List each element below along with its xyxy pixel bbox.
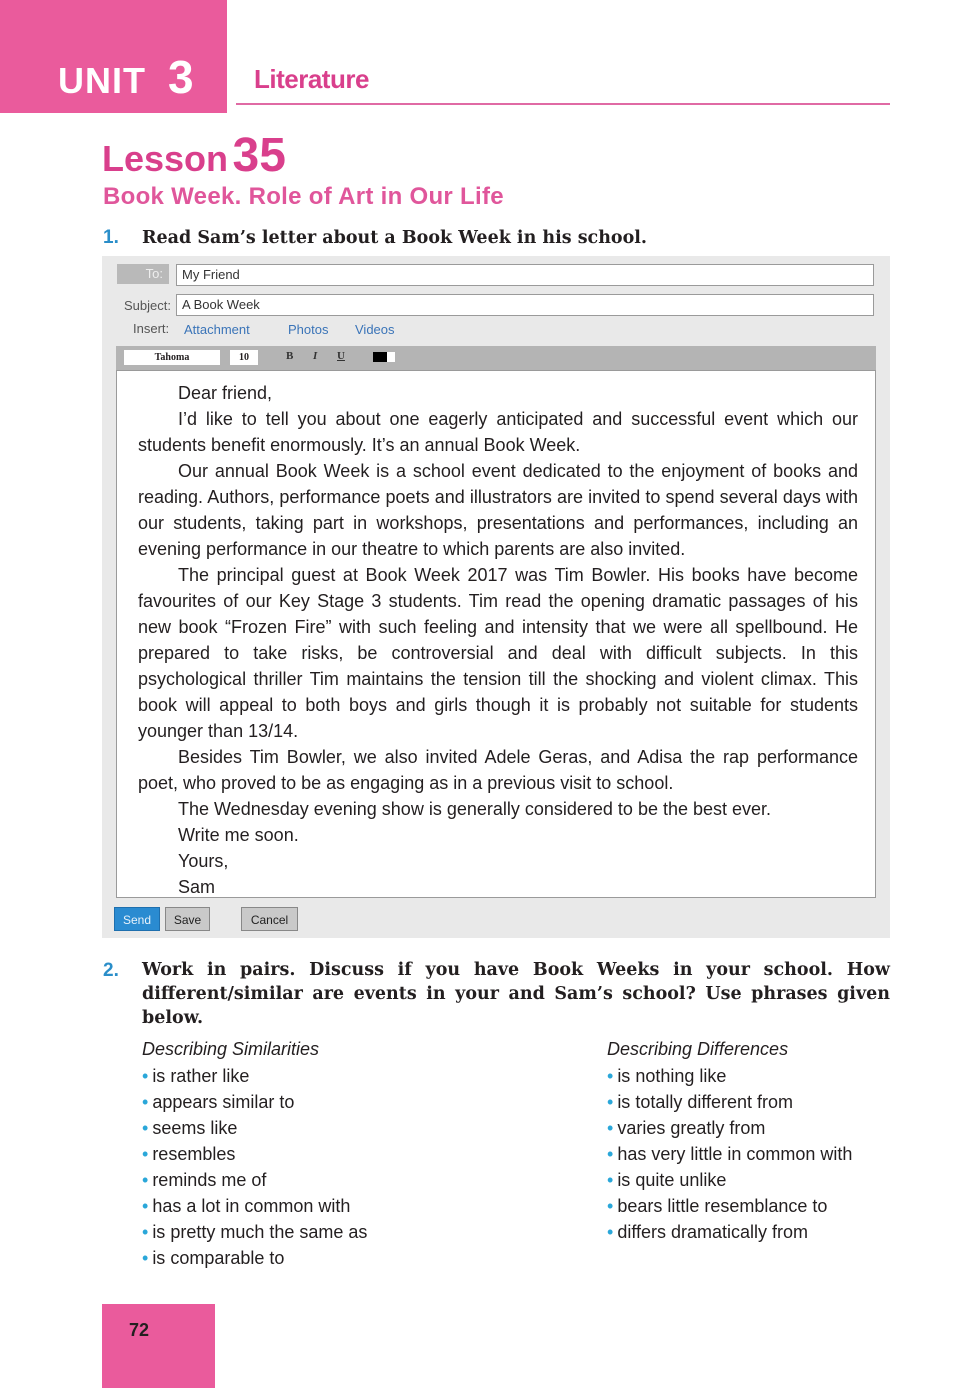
list-item: • is rather like: [142, 1066, 250, 1086]
to-label: To:: [117, 264, 169, 284]
email-window: [102, 256, 890, 938]
font-size-select[interactable]: 10: [230, 350, 258, 365]
exercise-2-instruction-line-3: below.: [142, 1008, 204, 1028]
unit-number: 3: [168, 51, 194, 103]
list-item: • seems like: [142, 1118, 238, 1138]
similarities-heading: Describing Similarities: [142, 1039, 320, 1059]
bullet-icon: •: [607, 1092, 614, 1112]
section-title: Literature: [254, 64, 369, 94]
list-item: • is totally different from: [607, 1092, 794, 1112]
differences-heading: Describing Differences: [607, 1039, 789, 1059]
italic-button[interactable]: I: [313, 350, 318, 362]
page-number: 72: [129, 1320, 150, 1340]
letter-text: [138, 380, 858, 900]
subject-field[interactable]: A Book Week: [176, 294, 874, 316]
list-item: • is comparable to: [142, 1248, 285, 1268]
list-item: • is quite unlike: [607, 1170, 727, 1190]
letter-paragraph: The principal guest at Book Week 2017 was Tim Bowler. His books have become favourites of our Key Stage 3 students. Tim read the opening dramatic passages of his new book “Frozen Fire” with such feeling and intensity that we were all spellbound. He prepared to take risks, be controversial and deal with difficult subjects. In this psychological thriller Tim maintains the tension till the shocking and violent climax. This book will appeal to both boys and girls though it is probably not suitable for students younger than 13/14.: [138, 565, 858, 741]
list-item: • bears little resemblance to: [607, 1196, 828, 1216]
letter-paragraph: Our annual Book Week is a school event dedicated to the enjoyment of books and reading. Authors, performance poets and illustrators are invited to spend several days with our students, taking part in workshops, presentations and performances, including an evening performance in our theatre to which parents are also invited.: [138, 461, 858, 559]
photos-link[interactable]: Photos: [288, 322, 329, 337]
color-dropdown-icon[interactable]: [387, 352, 395, 362]
bullet-icon: •: [142, 1196, 149, 1216]
list-item: • reminds me of: [142, 1170, 267, 1190]
differences-list: [607, 1063, 852, 1245]
bullet-icon: •: [607, 1170, 614, 1190]
save-button[interactable]: Save: [165, 907, 210, 931]
bullet-icon: •: [142, 1092, 149, 1112]
letter-paragraph: The Wednesday evening show is generally considered to be the best ever.: [178, 799, 772, 819]
bullet-icon: •: [607, 1196, 614, 1216]
attachment-link[interactable]: Attachment: [184, 322, 250, 337]
lesson-number: 35: [232, 129, 286, 182]
cancel-button[interactable]: Cancel: [241, 907, 298, 931]
letter-signature: Sam: [178, 877, 216, 897]
list-item: • differs dramatically from: [607, 1222, 809, 1242]
bullet-icon: •: [142, 1222, 149, 1242]
exercise-2-instruction-line-2: different/similar are events in your and Sam’s school? Use phrases given: [142, 984, 890, 1004]
list-item: • varies greatly from: [607, 1118, 766, 1138]
videos-link[interactable]: Videos: [355, 322, 395, 337]
exercise-2-number: 2.: [103, 960, 119, 981]
list-item: • is nothing like: [607, 1066, 727, 1086]
lesson-title: [102, 128, 286, 183]
font-select[interactable]: Tahoma: [124, 350, 220, 365]
bold-button[interactable]: B: [286, 350, 294, 362]
send-button[interactable]: Send: [114, 907, 160, 931]
bullet-icon: •: [142, 1066, 149, 1086]
bullet-icon: •: [607, 1066, 614, 1086]
bullet-icon: •: [607, 1222, 614, 1242]
unit-label: UNIT: [58, 60, 146, 101]
lesson-subtitle: Book Week. Role of Art in Our Life: [103, 183, 504, 210]
message-body[interactable]: [116, 370, 876, 898]
bullet-icon: •: [607, 1118, 614, 1138]
insert-label: Insert:: [133, 321, 170, 336]
exercise-2-instruction-line-1: Work in pairs. Discuss if you have Book Weeks in your school. How: [142, 960, 890, 980]
letter-signoff: Yours,: [178, 851, 229, 871]
similarities-list: [142, 1063, 367, 1271]
list-item: • has a lot in common with: [142, 1196, 351, 1216]
header-divider: [236, 103, 890, 105]
bullet-icon: •: [142, 1118, 149, 1138]
letter-closing: Write me soon.: [178, 825, 299, 845]
letter-paragraph: Besides Tim Bowler, we also invited Adele Geras, and Adisa the rap performance poet, who proved to be as engaging as in a previous visit to school.: [138, 747, 858, 793]
exercise-1-number: 1.: [103, 227, 119, 248]
subject-label: Subject:: [124, 298, 171, 313]
letter-paragraph: I’d like to tell you about one eagerly anticipated and successful event which our students benefit enormously. It’s an annual Book Week.: [138, 409, 858, 455]
page-number-tab: [102, 1304, 215, 1388]
bullet-icon: •: [142, 1248, 149, 1268]
list-item: • appears similar to: [142, 1092, 295, 1112]
list-item: • resembles: [142, 1144, 236, 1164]
list-item: • is pretty much the same as: [142, 1222, 368, 1242]
list-item: • has very little in common with: [607, 1144, 853, 1164]
format-toolbar: [116, 346, 876, 370]
to-field[interactable]: My Friend: [176, 264, 874, 286]
lesson-label: Lesson: [102, 138, 229, 179]
bullet-icon: •: [142, 1170, 149, 1190]
unit-banner: [0, 0, 227, 113]
text-color-picker[interactable]: [373, 352, 387, 362]
letter-greeting: Dear friend,: [178, 383, 273, 403]
bullet-icon: •: [142, 1144, 149, 1164]
bullet-icon: •: [607, 1144, 614, 1164]
exercise-1-instruction: Read Sam’s letter about a Book Week in his school.: [142, 228, 648, 248]
underline-button[interactable]: U: [337, 350, 345, 362]
